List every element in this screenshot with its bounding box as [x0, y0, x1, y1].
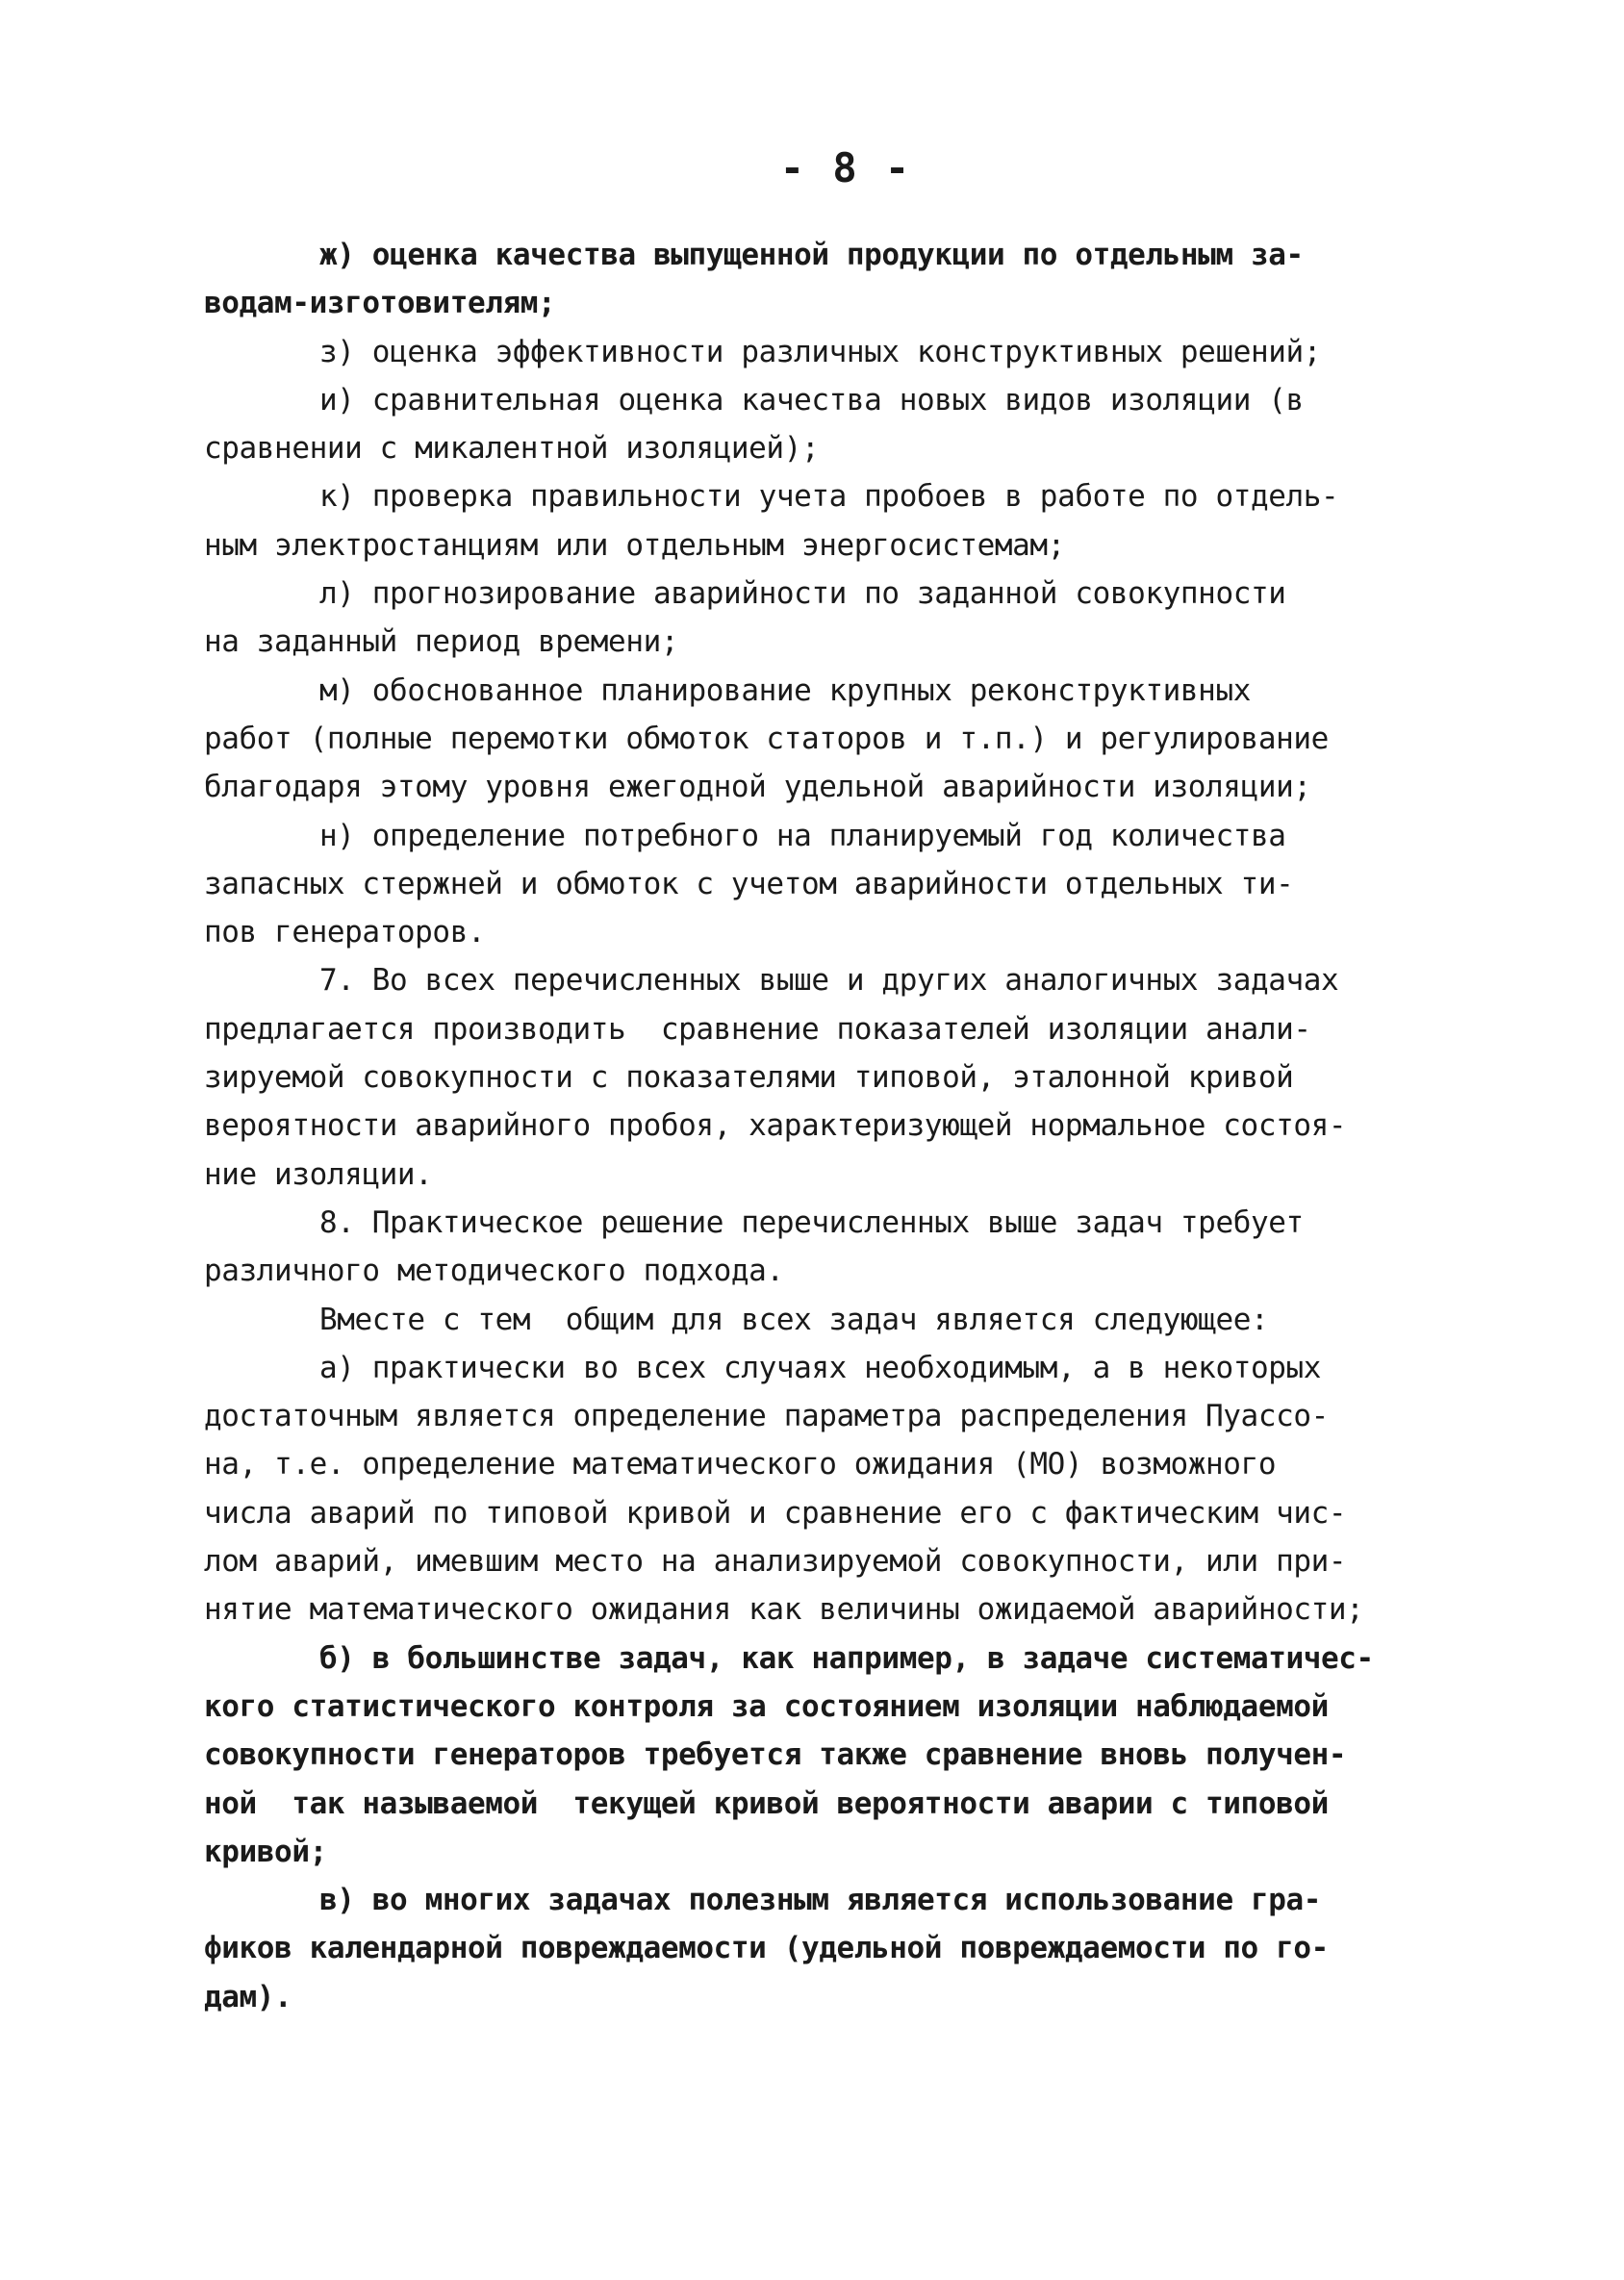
text-line: вероятности аварийного пробоя, характеризующей нормальное состоя-: [204, 1108, 1347, 1144]
text-line: 7. Во всех перечисленных выше и других аналогичных задачах: [319, 963, 1339, 999]
text-line: лом аварий, имевшим место на анализируемой совокупности, или при-: [204, 1544, 1347, 1580]
text-line: в) во многих задачах полезным является использование гра-: [319, 1883, 1322, 1918]
text-line: сравнении с микалентной изоляцией);: [204, 431, 820, 467]
text-line: нятие математического ожидания как величины ожидаемой аварийности;: [204, 1592, 1364, 1628]
text-line: Вместе с тем общим для всех задач является следующее:: [319, 1302, 1269, 1337]
text-line: дам).: [204, 1979, 292, 2014]
text-line: а) практически во всех случаях необходимым, а в некоторых: [319, 1350, 1322, 1385]
text-line: к) проверка правильности учета пробоев в работе по отдель-: [319, 479, 1339, 515]
text-line: м) обоснованное планирование крупных реконструктивных: [319, 672, 1251, 708]
text-line: совокупности генераторов требуется также сравнение вновь получен-: [204, 1737, 1347, 1773]
text-line: на заданный период времени;: [204, 624, 679, 660]
text-line: ние изоляции.: [204, 1156, 433, 1192]
text-line: достаточным является определение параметра распределения Пуассо-: [204, 1399, 1329, 1434]
text-line: н) определение потребного на планируемый год количества: [319, 818, 1286, 853]
text-line: работ (полные перемотки обмоток статоров и т.п.) и регулирование: [204, 721, 1329, 756]
text-line: и) сравнительная оценка качества новых видов изоляции (в: [319, 382, 1304, 418]
text-line: водам-изготовителям;: [204, 286, 556, 321]
page-number: - 8 -: [779, 144, 912, 191]
text-line: кривой;: [204, 1834, 327, 1869]
text-line: на, т.е. определение математического ожидания (МО) возможного: [204, 1447, 1277, 1482]
document-body: [204, 231, 1508, 2021]
text-line: л) прогнозирование аварийности по заданной совокупности: [319, 576, 1286, 612]
text-line: различного методического подхода.: [204, 1254, 784, 1289]
text-line: зируемой совокупности с показателями типовой, эталонной кривой: [204, 1060, 1294, 1096]
text-line: ж) оценка качества выпущенной продукции по отдельным за-: [319, 238, 1304, 272]
text-line: кого статистического контроля за состоянием изоляции наблюдаемой: [204, 1688, 1329, 1724]
text-line: числа аварий по типовой кривой и сравнение его с фактическим чис-: [204, 1495, 1347, 1531]
text-line: ной так называемой текущей кривой вероятности аварии с типовой: [204, 1786, 1329, 1821]
text-line: предлагается производить сравнение показателей изоляции анали-: [204, 1011, 1311, 1047]
text-line: ным электростанциям или отдельным энергосистемам;: [204, 527, 1065, 563]
text-line: 8. Практическое решение перечисленных выше задач требует: [319, 1204, 1304, 1240]
text-line: благодаря этому уровня ежегодной удельной аварийности изоляции;: [204, 770, 1311, 805]
text-line: з) оценка эффективности различных конструктивных решений;: [319, 334, 1322, 369]
text-line: пов генераторов.: [204, 915, 486, 950]
text-line: фиков календарной повреждаемости (удельной повреждаемости по го-: [204, 1931, 1329, 1966]
text-line: б) в большинстве задач, как например, в задаче систематичес-: [319, 1640, 1374, 1676]
text-line: запасных стержней и обмоток с учетом аварийности отдельных ти-: [204, 866, 1294, 901]
